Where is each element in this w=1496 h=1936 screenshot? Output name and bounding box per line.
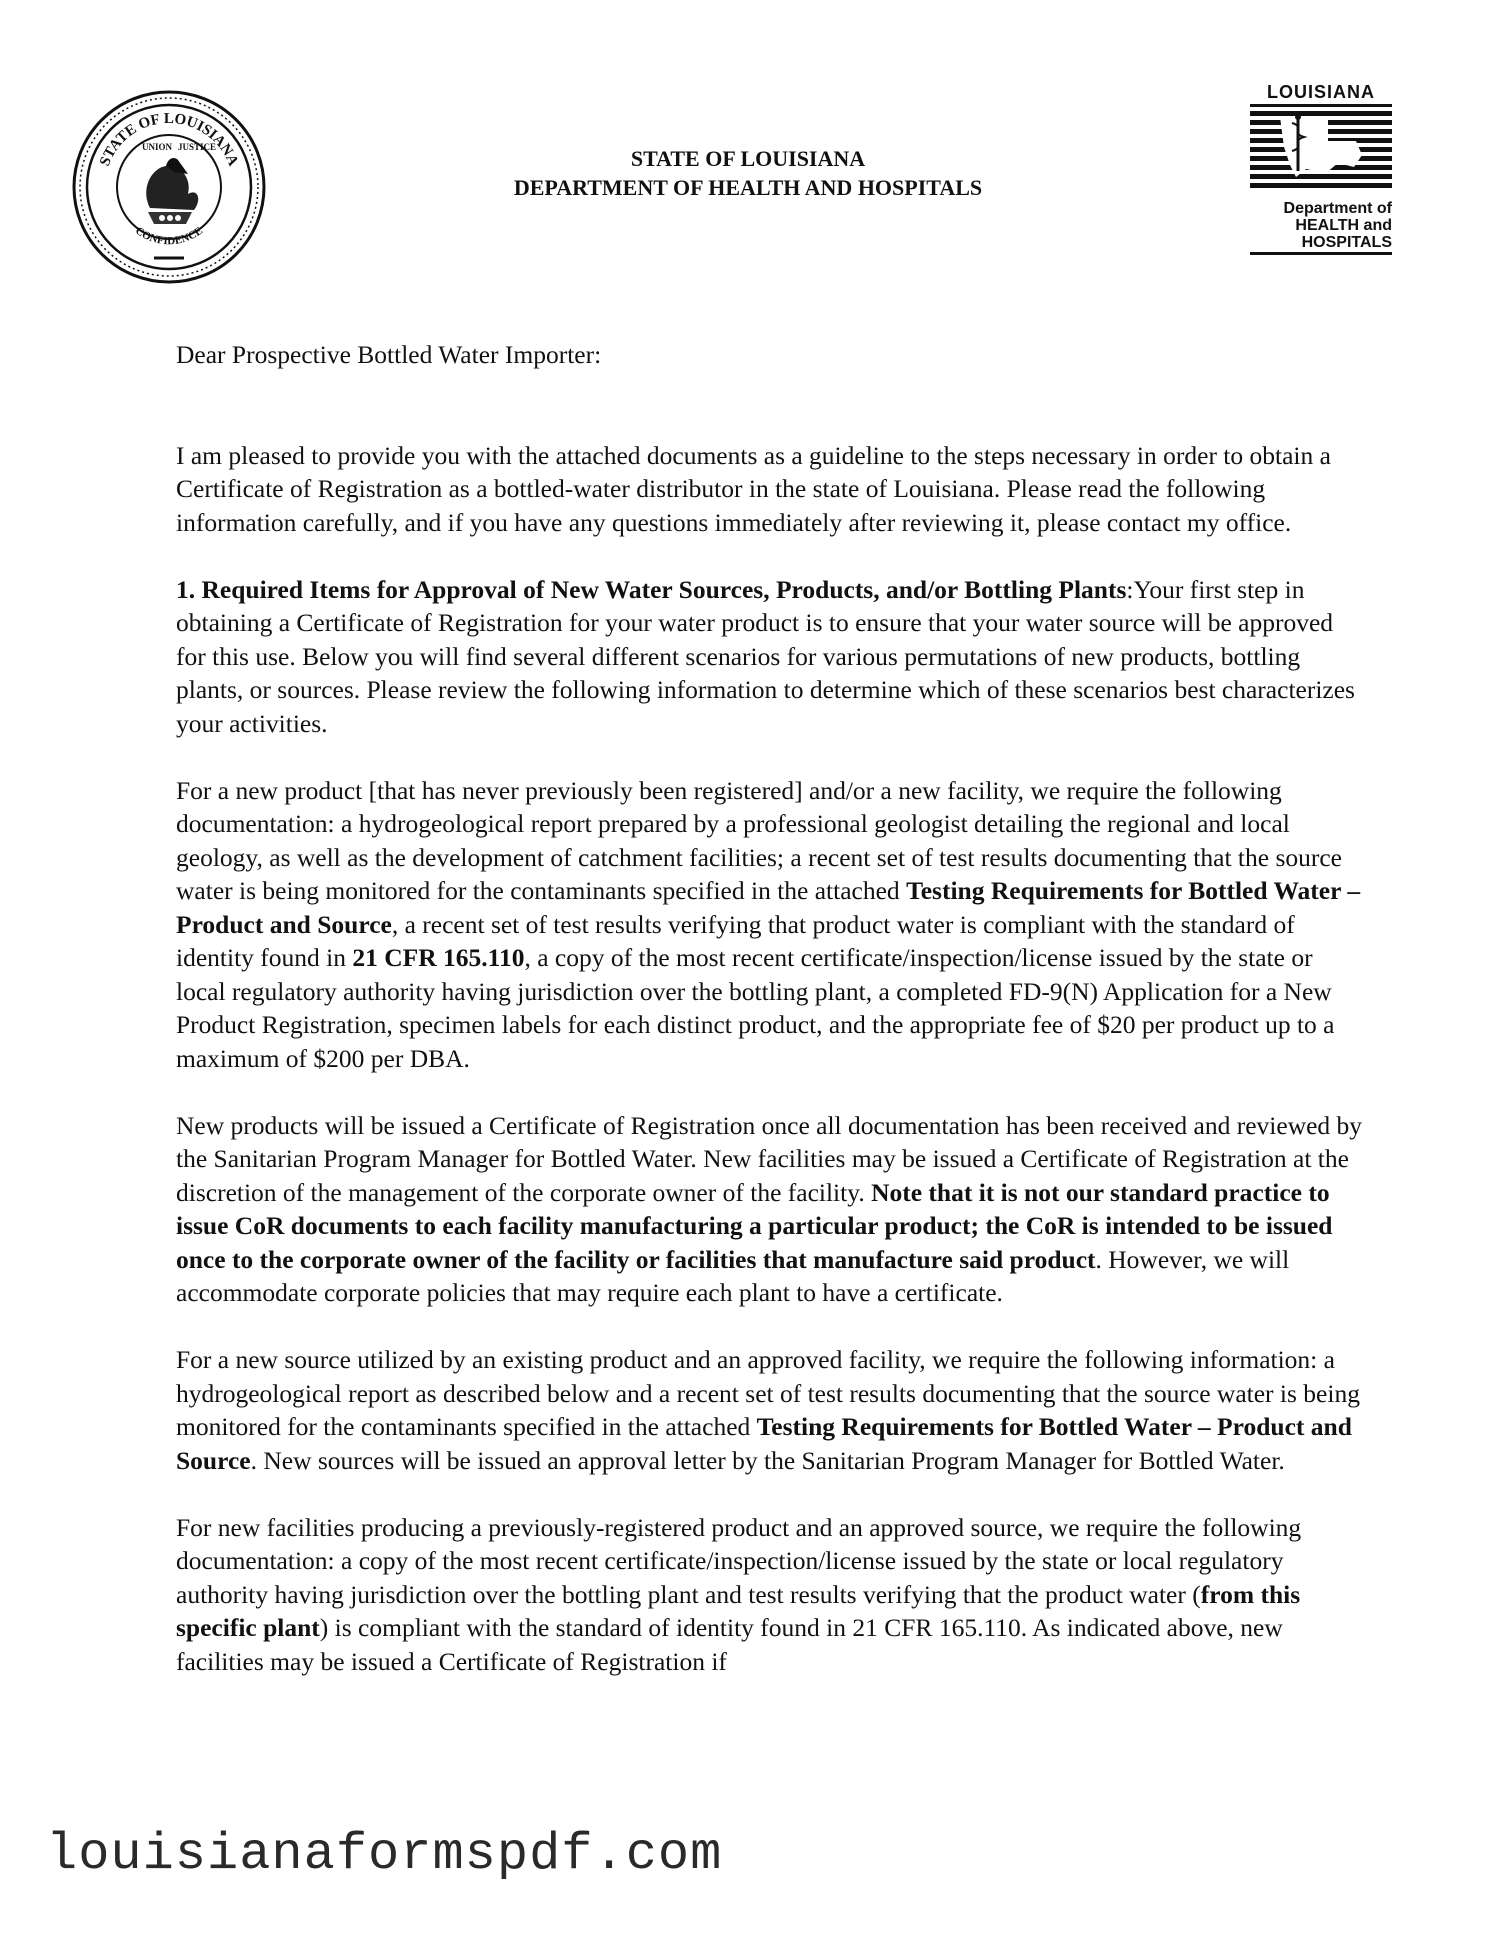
new-source-paragraph xyxy=(176,1343,1366,1477)
logo-line-department: Department of xyxy=(1283,200,1392,217)
new-source-text-1: For a new source utilized by an existing product and an approved facility, we require the following information: a hydrogeological report as described below and a recent set of test results documenting that the source water is being monitored for the contaminants specified in the attached xyxy=(176,1345,1360,1441)
new-facility-text-1: For new facilities producing a previously-registered product and an approved source, we require the following documentation: a copy of the most recent certificate/inspection/license issued by the state or local regulatory authority having jurisdiction over the bottling plant and test results verifying that the product water ( xyxy=(176,1512,1302,1609)
svg-text:CONFIDENCE xyxy=(133,225,205,248)
intro-paragraph: I am pleased to provide you with the attached documents as a guideline to the steps necessary in order to obtain a Certificate of Registration as a bottled-water distributor in the state of Louisiana. Please read the following information carefully, and if you have any questions immediately after reviewing it, please contact my office. xyxy=(176,440,1331,537)
cfr-ref: 21 CFR 165.110 xyxy=(352,943,525,972)
logo-department-text xyxy=(1250,200,1392,255)
site-watermark: louisianaformspdf.com xyxy=(46,1825,723,1884)
department-title: DEPARTMENT OF HEALTH AND HOSPITALS xyxy=(513,175,983,200)
new-source-text-2: . New sources will be issued an approval letter by the Sanitarian Program Manager for Bottled Water. xyxy=(250,1445,1285,1475)
logo-line-hospitals: HOSPITALS xyxy=(1301,234,1392,251)
testing-requirements-ref-2: Testing Requirements for Bottled Water – Product and Source xyxy=(176,1412,1352,1475)
testing-requirements-ref: Testing Requirements for Bottled Water – Product and Source xyxy=(176,876,1361,939)
new-product-text-2: , a recent set of test results verifying that product water is compliant with the standard of identity found in xyxy=(176,909,1295,972)
seal-union-text: UNION xyxy=(142,142,173,152)
logo-louisiana-text: LOUISIANA xyxy=(1250,82,1392,107)
required-items-text: :Your first step in obtaining a Certificate of Registration for your water product is to ensure that your water source will be approved for this use. Below you will find several different scenarios for various permutations of new products, bottling plants, or sources. Please review the following information to determine which of these scenarios best characterizes your activities. xyxy=(176,574,1355,738)
new-product-text-1: For a new product [that has never previously been registered] and/or a new facility, we require the following documentation: a hydrogeological report prepared by a professional geologist detailing the regional and local geology, as well as the development of catchment facilities; a recent set of test results documenting that the source water is being monitored for the contaminants specified in the attached xyxy=(176,775,1343,905)
certificate-issuance-paragraph xyxy=(176,1109,1366,1310)
required-items-heading: 1. Required Items for Approval of New Water Sources, Products, and/or Bottling Plants xyxy=(176,574,1127,604)
logo-line-health: HEALTH and xyxy=(1295,217,1392,234)
new-product-text-3: , a copy of the most recent certificate/inspection/license issued by the state or local regulatory authority having jurisdiction over the bottling plant, a completed FD-9(N) Application for a New Product Registration, specimen labels for each distinct product, and the appropriate fee of $20 per product up to a maximum of $200 per DBA. xyxy=(176,943,1335,1073)
seal-confidence-text: CONFIDENCE xyxy=(132,224,206,248)
dhh-logo xyxy=(1250,82,1392,278)
required-items-paragraph xyxy=(176,573,1366,741)
letter-body xyxy=(176,338,1366,1712)
salutation: Dear Prospective Bottled Water Importer: xyxy=(176,340,602,369)
specific-plant-emphasis: from this specific plant xyxy=(176,1579,1301,1642)
cor-policy-note: Note that it is not our standard practice to issue CoR documents to each facility manufacturing a particular product; the CoR is intended to be issued once to the corporate owner of the facility or facilities that manufacture said product xyxy=(176,1177,1333,1274)
logo-stripes-graphic xyxy=(1250,107,1392,193)
state-title: STATE OF LOUISIANA xyxy=(630,146,866,171)
issuance-text-1: New products will be issued a Certificate of Registration once all documentation has been received and reviewed by the Sanitarian Program Manager for Bottled Water. New facilities may be issued a Certificate of Registration at the discretion of the management of the corporate owner of the facility. xyxy=(176,1110,1363,1207)
new-facility-text-2: ) is compliant with the standard of identity found in 21 CFR 165.110. As indicated above, new facilities may be issued a Certificate of Registration if xyxy=(176,1613,1283,1676)
seal-justice-text: JUSTICE xyxy=(178,142,217,152)
issuance-text-2: . However, we will accommodate corporate policies that may require each plant to have a certificate. xyxy=(176,1244,1290,1307)
new-facility-paragraph xyxy=(176,1511,1366,1679)
new-product-paragraph xyxy=(176,774,1366,1076)
seal-state-text: STATE OF LOUISIANA xyxy=(96,110,242,169)
